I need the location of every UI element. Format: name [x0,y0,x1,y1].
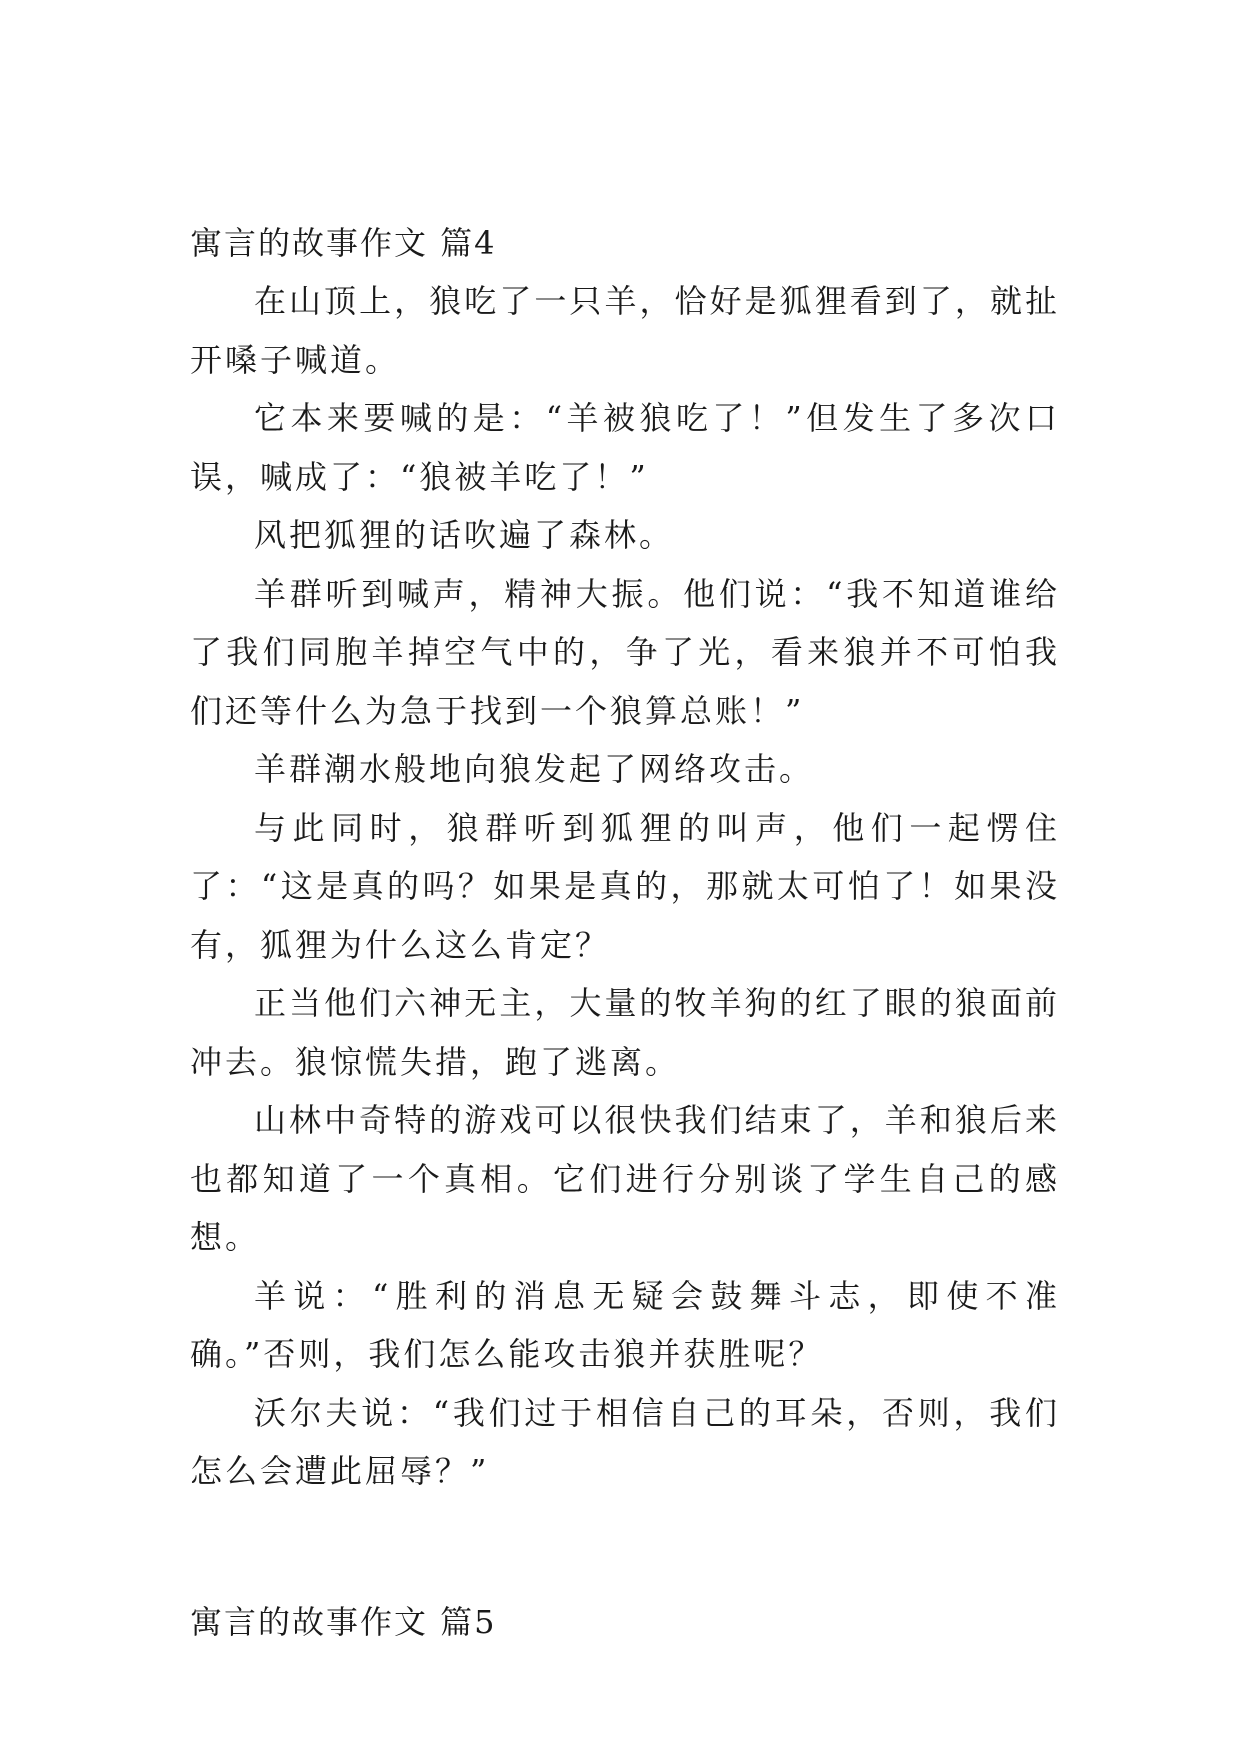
paragraph: 羊群听到喊声，精神大振。他们说：“我不知道谁给了我们同胞羊掉空气中的，争了光，看来狼并不可怕我们还等什么为急于找到一个狼算总账！” [190,574,1060,730]
paragraph: 在山顶上，狼吃了一只羊，恰好是狐狸看到了，就扯开嗓子喊道。 [190,282,1060,379]
section-heading-4: 寓言的故事作文 篇4 [190,224,497,262]
paragraph: 它本来要喊的是：“羊被狼吃了！”但发生了多次口误，喊成了：“狼被羊吃了！” [190,399,1060,496]
paragraph: 与此同时，狼群听到狐狸的叫声，他们一起愣住了：“这是真的吗？如果是真的，那就太可怕了！如果没有，狐狸为什么这么肯定？ [190,808,1060,964]
section-heading-5: 寓言的故事作文 篇5 [190,1602,497,1641]
document-body [190,214,1060,1651]
paragraph: 沃尔夫说：“我们过于相信自己的耳朵，否则，我们怎么会遭此屈辱？” [190,1393,1060,1490]
paragraph: 风把狐狸的话吹遍了森林。 [254,516,675,554]
paragraph: 羊说：“胜利的消息无疑会鼓舞斗志，即使不准确。”否则，我们怎么能攻击狼并获胜呢？ [190,1276,1060,1373]
paragraph: 山林中奇特的游戏可以很快我们结束了，羊和狼后来也都知道了一个真相。它们进行分别谈了学生自己的感想。 [190,1101,1060,1256]
section-spacer [190,1501,1060,1593]
paragraph: 正当他们六神无主，大量的牧羊狗的红了眼的狼面前冲去。狼惊慌失措，跑了逃离。 [190,984,1060,1081]
paragraph: 羊群潮水般地向狼发起了网络攻击。 [254,750,815,788]
